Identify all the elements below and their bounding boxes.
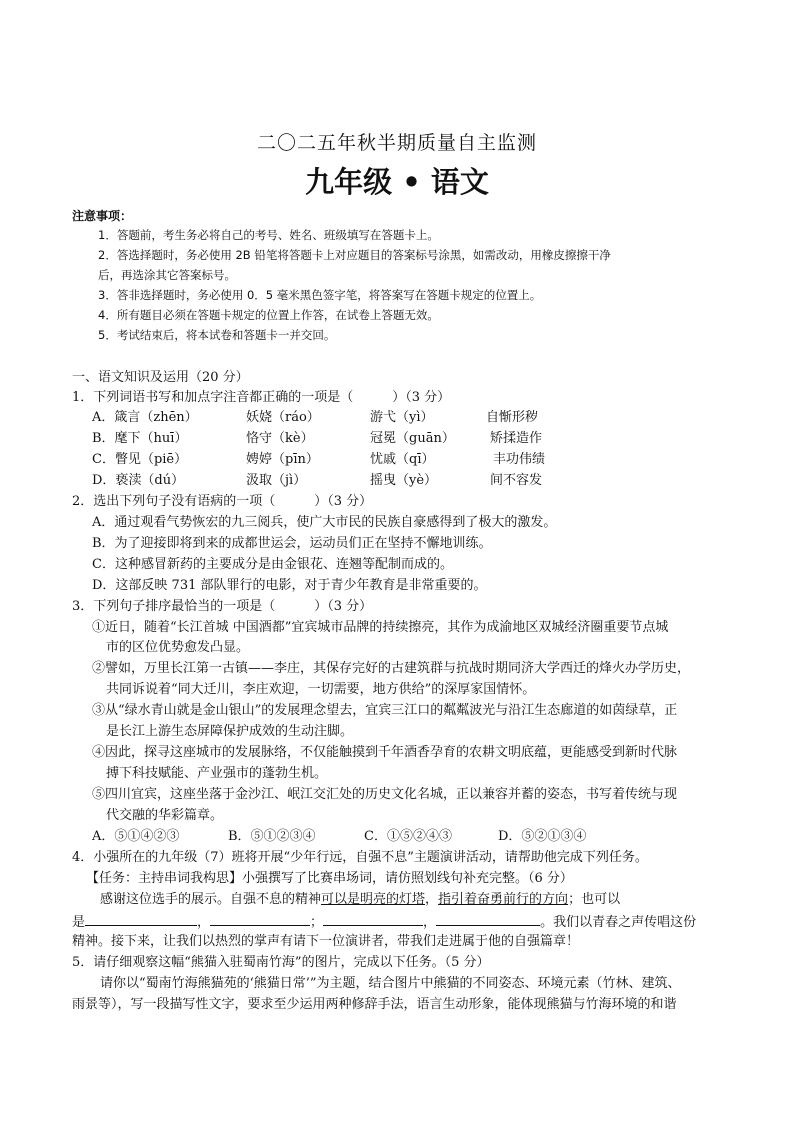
q3-sentence-3-cont: 是长江上游生态屏障保护成效的生动注脚。 [106,724,354,739]
q1-option-c-word2: 娉婷（pīn） [246,452,319,467]
q4-underlined-phrase-2: 指引着奋勇前行的方向 [438,892,569,907]
q4-text: ； [310,915,324,930]
q3-option-b: B．⑤①②③④ [228,829,316,844]
q4-underlined-phrase-1: 可以是明亮的灯塔 [321,892,426,907]
q1-option-b-word3: 冠冕（guān） [370,431,455,446]
q1-option-a-word3: 游弋（yì） [370,410,434,425]
question-1-stem: 1．下列词语书写和加点字注音都正确的一项是（ ）（3 分） [72,390,451,405]
q5-instruction-line-2: 雨景等），写一段描写性文字，要求至少运用两种修辞手法，语言生动形象，能体现熊猫与竹海环境的和谐 [72,997,677,1012]
notice-item: 2．答选择题时，务必使用 2B 铅笔将答题卡上对应题目的答案标号涂黑，如需改动，用橡皮擦擦干净 [98,248,611,262]
q1-option-d-word3: 摇曳（yè） [370,473,438,488]
q4-fill-line [72,911,696,933]
q5-instruction-line-1: 请你以“蜀南竹海熊猫苑的‘熊猫日常’”为主题，结合图片中熊猫的不同姿态、环境元素（竹林、建筑、 [100,976,681,991]
section-heading: 一、语文知识及运用（20 分） [72,370,249,385]
q1-option-d-word4: 间不容发 [490,473,543,488]
q3-option-c: C．①⑤②④③ [364,829,452,844]
q2-option-d: D．这部反映 731 部队罪行的电影，对于青少年教育是非常重要的。 [92,578,487,593]
q4-text: ， [425,892,439,907]
q3-sentence-2: ②譬如，万里长江第一古镇——李庄，其保存完好的古建筑群与抗战时期同济大学西迁的烽火办学历史， [92,661,691,676]
q1-option-d-word1: D．亵渎（dú） [92,473,185,488]
q1-option-b-word4: 矫揉造作 [490,431,543,446]
notice-heading: 注意事项： [72,209,133,223]
q3-option-d: D．⑤②①③④ [498,829,587,844]
q4-example-sentence [100,890,620,910]
q3-sentence-2-cont: 共同诉说着“同大迁川，李庄欢迎，一切需要，地方供给”的深厚家国情怀。 [106,682,536,697]
q3-sentence-3: ③从“绿水青山就是金山银山”的发展理念望去，宜宾三江口的粼粼波光与沿江生态廊道的如茵绿草，正 [92,703,678,718]
q3-option-a: A．⑤①④②③ [92,829,180,844]
q3-sentence-5-cont: 代交融的华彩篇章。 [106,808,224,823]
question-5-stem: 5．请仔细观察这幅“熊猫入驻蜀南竹海”的图片，完成以下任务。（5 分） [72,955,490,970]
notice-item: 5．考试结束后，将本试卷和答题卡一并交回。 [98,328,336,342]
q1-option-c-word4: 丰功伟绩 [493,452,546,467]
q3-sentence-4-cont: 搏下科技赋能、产业强市的蓬勃生机。 [106,766,328,781]
answer-blank-4[interactable] [436,911,540,926]
q4-text: ， [423,915,437,930]
notice-item-continued: 后，再选涂其它答案标号。 [98,268,236,282]
notice-item: 3．答非选择题时，务必使用 0．5 毫米黑色签字笔，将答案写在答题卡规定的位置上。 [98,288,542,302]
q1-option-c-word1: C．瞥见（piē） [92,452,188,467]
q1-option-a-word4: 自惭形秽 [486,410,539,425]
q2-option-c: C．这种感冒新药的主要成分是由金银花、连翘等配制而成的。 [92,557,453,572]
q4-task: 【任务：主持串词我构思】小强撰写了比赛串场词，请仿照划线句补充完整。（6 分） [86,871,573,886]
question-4-stem: 4．小强所在的九年级（7）班将开展“少年行远，自强不息”主题演讲活动，请帮助他完成下列任务。 [72,850,648,865]
q2-option-a: A．通过观看气势恢宏的九三阅兵，使广大市民的民族自豪感得到了极大的激发。 [92,515,557,530]
exam-subject-title: 九年级 • 语文 [305,165,489,199]
q4-text: 感谢这位选手的展示。自强不息的精神 [100,892,322,907]
q4-closing-text: 精神。接下来，让我们以热烈的掌声有请下一位演讲者，带我们走进属于他的自强篇章！ [72,934,580,949]
q2-option-b: B．为了迎接即将到来的成都世运会，运动员们正在坚持不懈地训练。 [92,536,492,551]
question-2-stem: 2．选出下列句子没有语病的一项（ ）（3 分） [72,494,373,509]
q3-sentence-5: ⑤四川宜宾，这座坐落于金沙江、岷江交汇处的历史文化名城，正以兼容并蓄的姿态，书写着传统与现 [92,787,678,802]
notice-item: 4．所有题目必须在答题卡规定的位置上作答，在试卷上答题无效。 [98,308,439,322]
q3-sentence-4: ④因此，探寻这座城市的发展脉络，不仅能触摸到千年酒香孕育的农耕文明底蕴，更能感受到新时代脉 [92,745,678,760]
q1-option-a-word1: A．箴言（zhēn） [92,410,198,425]
question-3-stem: 3．下列句子排序最恰当的一项是（ ）（3 分） [72,599,373,614]
q1-option-c-word3: 忧戚（qī） [370,452,435,467]
exam-title: 二〇二五年秋半期质量自主监测 [256,132,537,154]
q4-text: 是 [72,915,86,930]
q4-text: ；也可以 [568,892,621,907]
q4-text: 。我们以青春之声传唱这份 [540,915,697,930]
q1-option-a-word2: 妖娆（ráo） [246,410,320,425]
answer-blank-1[interactable] [85,911,197,926]
q1-option-d-word2: 汲取（jì） [246,473,307,488]
answer-blank-2[interactable] [210,911,310,926]
q3-sentence-1-cont: 市的区位优势愈发凸显。 [106,640,250,655]
q1-option-b-word1: B．麾下（huī） [92,431,188,446]
q3-sentence-1: ①近日，随着“长江首城 中国酒都”宜宾城市品牌的持续擦亮，其作为成渝地区双城经济圈重要节点城 [92,620,669,635]
q4-text: ， [197,915,211,930]
answer-blank-3[interactable] [323,911,423,926]
q1-option-b-word2: 恪守（kè） [246,431,314,446]
notice-item: 1．答题前，考生务必将自己的考号、姓名、班级填写在答题卡上。 [98,228,439,242]
